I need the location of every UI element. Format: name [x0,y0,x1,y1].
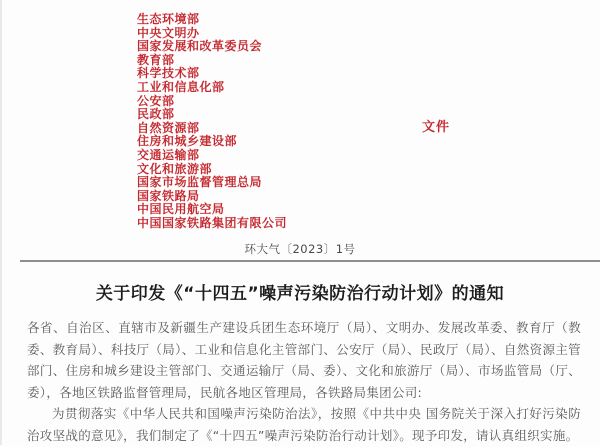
issuer-item: 国家市场监督管理总局 [137,175,263,190]
doc-number: 环大气〔2023〕1号 [244,242,356,256]
issuer-item: 国家铁路局 [137,188,200,203]
page-left-edge [0,0,2,445]
issuer-item: 交通运输部 [137,147,200,162]
issuer-item: 生态环境部 [137,12,200,26]
issuer-item: 中央文明办 [137,25,200,40]
issuer-item: 自然资源部 [137,120,200,135]
issuer-item: 民政部 [137,107,175,122]
notice-title: 关于印发《“十四五”噪声污染防治行动计划》的通知 [95,284,505,304]
notice-body [27,317,581,447]
issuer-item: 教育部 [137,52,175,67]
issuer-item: 科学技术部 [137,66,200,81]
body-paragraph: 为贯彻落实《中华人民共和国噪声污染防治法》，按照《中共中央 国务院关于深入打好污染防治攻坚战的意见》，我们制定了《“十四五”噪声污染防治行动计划》。现予印发，请认真组织实施。 [27,406,581,443]
issuer-list [137,13,287,231]
header-divider [20,260,600,262]
issuer-item: 中国国家铁路集团有限公司 [137,215,288,230]
issuer-item: 文化和旅游部 [137,161,213,176]
file-label: 文件 [422,120,451,135]
recipients-paragraph: 各省、自治区、直辖市及新疆生产建设兵团生态环境厅（局）、文明办、发展改革委、教育厅（教委、教育局）、科技厅（局）、工业和信息化主管部门、公安厅（局）、民政厅（局）、自然资源主管部门、住房和城乡建设主管部门、交通运输厅（局、委）、文化和旅游厅（局）、市场监管局（厅、委），各地区铁路监督管理局，民航各地区管理局，各铁路局集团公司: [27,320,581,400]
issuer-item: 住房和城乡建设部 [137,134,238,149]
issuer-item: 中国民用航空局 [137,202,225,217]
issuer-item: 国家发展和改革委员会 [137,39,263,54]
issuer-item: 工业和信息化部 [137,79,225,94]
issuer-item: 公安部 [137,93,175,108]
